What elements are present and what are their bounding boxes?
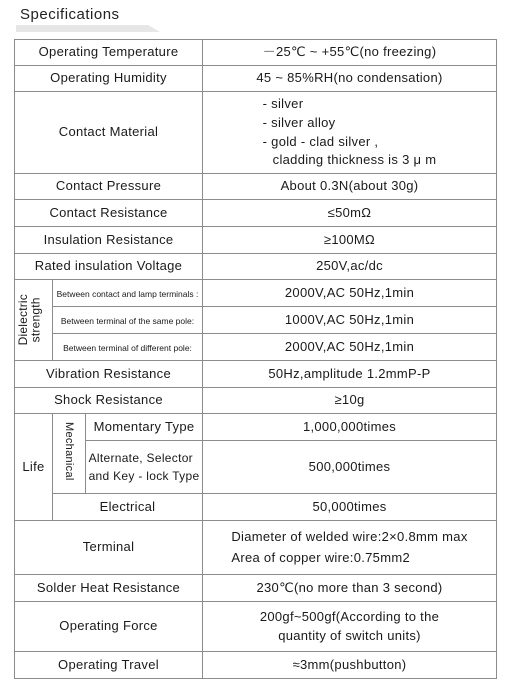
table-row	[15, 307, 497, 334]
spec-label: Terminal	[15, 521, 203, 575]
list-item: - silver alloy	[262, 114, 336, 130]
spec-label: Shock Resistance	[15, 388, 203, 414]
spec-label: Operating Force	[15, 602, 203, 652]
spec-value: 230℃(no more than 3 second)	[203, 575, 497, 602]
list-item: cladding thickness is 3 μ m	[272, 152, 437, 168]
table-row	[15, 602, 497, 652]
table-row	[15, 174, 497, 200]
table-row	[15, 414, 497, 441]
spec-label: Operating Humidity	[15, 66, 203, 92]
list-item: - silver	[262, 95, 304, 111]
table-row	[15, 334, 497, 361]
spec-label: Solder Heat Resistance	[15, 575, 203, 602]
spec-value: 1000V,AC 50Hz,1min	[203, 307, 497, 334]
title-underline-bar	[16, 25, 148, 32]
spec-label: Vibration Resistance	[15, 361, 203, 388]
spec-label: Operating Travel	[15, 652, 203, 679]
list-item: quantity of switch units)	[278, 627, 421, 643]
spec-label: Contact Material	[15, 92, 203, 174]
section-header	[16, 6, 176, 30]
spec-value: About 0.3N(about 30g)	[203, 174, 497, 200]
table-row	[15, 652, 497, 679]
life-label: Life	[15, 414, 53, 521]
list-item: 200gf~500gf(According to the	[259, 609, 440, 625]
spec-value: ≥10g	[203, 388, 497, 414]
table-row	[15, 494, 497, 521]
spec-value	[203, 602, 497, 652]
spec-value: 2000V,AC 50Hz,1min	[203, 280, 497, 307]
spec-value: 2000V,AC 50Hz,1min	[203, 334, 497, 361]
specifications-table	[14, 39, 497, 679]
spec-label: Contact Resistance	[15, 200, 203, 227]
mechanical-label: Mechanical	[53, 414, 86, 494]
table-row	[15, 361, 497, 388]
spec-value: －25℃ ~ +55℃(no freezing)	[203, 40, 497, 66]
table-row	[15, 441, 497, 494]
spec-label: Operating Temperature	[15, 40, 203, 66]
vertical-label: Dielectric strength	[16, 294, 43, 346]
table-row	[15, 575, 497, 602]
spec-value	[203, 92, 497, 174]
spec-label: Insulation Resistance	[15, 227, 203, 254]
list-item: Diameter of welded wire:2×0.8mm max	[231, 529, 468, 545]
spec-sublabel: Between terminal of different pole:	[53, 334, 203, 361]
spec-label: Contact Pressure	[15, 174, 203, 200]
list-item: Area of copper wire:0.75mm2	[231, 549, 410, 565]
spec-value: ≤50mΩ	[203, 200, 497, 227]
contact-material-list	[263, 95, 437, 170]
spec-value	[203, 521, 497, 575]
list-item: - gold - clad silver ,	[262, 133, 379, 149]
spec-sublabel: Between terminal of the same pole:	[53, 307, 203, 334]
table-row	[15, 280, 497, 307]
spec-value: 250V,ac/dc	[203, 254, 497, 280]
table-row	[15, 200, 497, 227]
spec-value: 500,000times	[203, 441, 497, 494]
spec-sublabel: Momentary Type	[86, 414, 203, 441]
table-row	[15, 40, 497, 66]
spec-value: 50Hz,amplitude 1.2mmP-P	[203, 361, 497, 388]
spec-value: 50,000times	[203, 494, 497, 521]
spec-sublabel: Between contact and lamp terminals :	[53, 280, 203, 307]
page-title: Specifications	[20, 6, 120, 23]
spec-value: ≈3mm(pushbutton)	[203, 652, 497, 679]
table-row	[15, 521, 497, 575]
spec-value: 1,000,000times	[203, 414, 497, 441]
spec-value: ≥100MΩ	[203, 227, 497, 254]
table-row	[15, 92, 497, 174]
table-row	[15, 254, 497, 280]
spec-sublabel: Electrical	[53, 494, 203, 521]
spec-label: Rated insulation Voltage	[15, 254, 203, 280]
spec-sublabel: Alternate, Selector and Key - lock Type	[86, 441, 203, 494]
table-row	[15, 227, 497, 254]
table-row	[15, 66, 497, 92]
table-row	[15, 388, 497, 414]
spec-value: 45 ~ 85%RH(no condensation)	[203, 66, 497, 92]
dielectric-strength-label	[15, 280, 53, 361]
